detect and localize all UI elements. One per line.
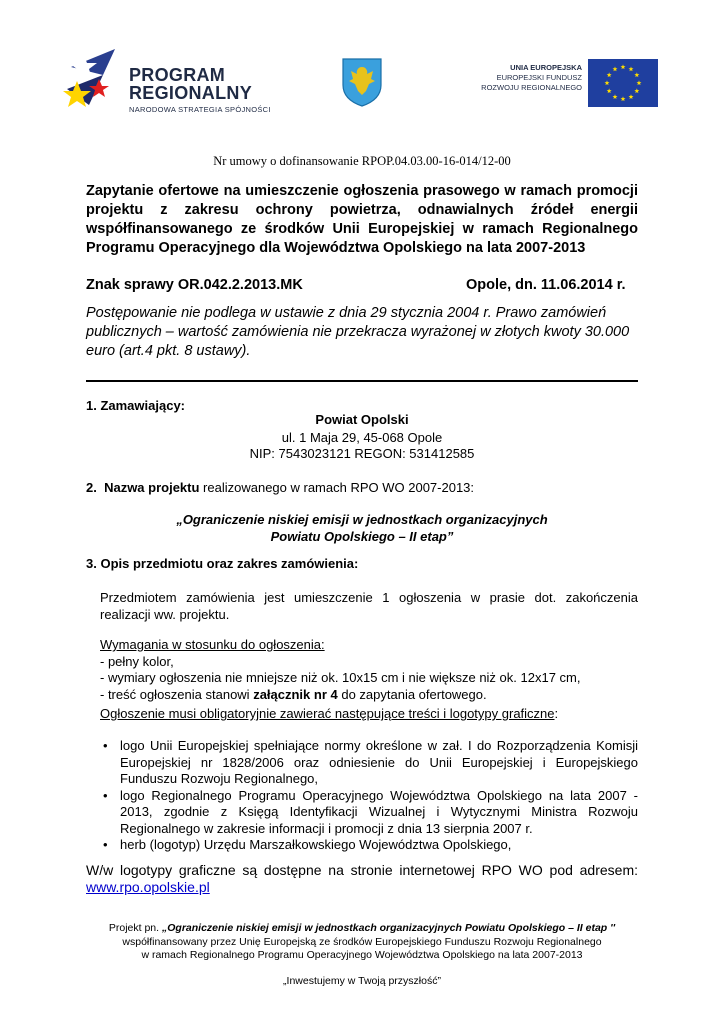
list-item: • logo Unii Europejskiej spełniające normy określone w zał. I do Rozporządzenia Komisji Europejskiej nr 1828/2006 oraz odniesienie do Unii Europejskiej i Europejskiego Funduszu Rozwoju Regionalnego,	[100, 738, 638, 788]
contract-number: Nr umowy o dofinansowanie RPOP.04.03.00-16-014/12-00	[213, 154, 511, 168]
list-item: • herb (logotyp) Urzędu Marszałkowskiego Województwa Opolskiego,	[100, 837, 638, 854]
requirements-block	[100, 637, 638, 703]
section2-heading	[86, 480, 474, 497]
eu-flag-icon	[588, 59, 658, 107]
requirement-text: do zapytania ofertowego.	[337, 686, 487, 702]
section2-label: Nazwa projektu	[104, 480, 200, 495]
project-name	[86, 512, 638, 545]
eu-logo-line3: ROZWOJU REGIONALNEGO	[481, 83, 582, 92]
website-text: W/w logotypy graficzne są dostępne na stronie internetowej RPO WO pod adresem:	[86, 862, 638, 878]
mandatory-content-heading	[100, 706, 638, 723]
section3-heading: 3. Opis przedmiotu oraz zakres zamówienia:	[86, 556, 359, 571]
project-name-line2: Powiatu Opolskiego – II etap”	[270, 528, 454, 544]
footer-cofinance-line: współfinansowany przez Unię Europejską ze środków Europejskiego Funduszu Rozwoju Regionalnego	[122, 936, 602, 948]
mandatory-logos-list	[100, 738, 638, 854]
list-item: • logo Regionalnego Programu Operacyjnego Województwa Opolskiego na lata 2007 - 2013, zgodnie z Księgą Identyfikacji Wizualnej i Wytycznymi Ministra Rozwoju Regionalnego w zakresie informacji i promocji z dnia 13 sierpnia 2007 r.	[100, 788, 638, 838]
section2-number: 2.	[86, 480, 97, 495]
section1-heading: 1. Zamawiający:	[86, 398, 185, 413]
program-logo-line3: NARODOWA STRATEGIA SPÓJNOŚCI	[129, 105, 271, 114]
program-logo-line1: PROGRAM	[129, 65, 226, 85]
contracting-party-address: ul. 1 Maja 29, 45-068 Opole	[281, 430, 443, 445]
footer-prefix: Projekt pn.	[108, 922, 162, 934]
order-description: Przedmiotem zamówienia jest umieszczenie 1 ogłoszenia w prasie dot. zakończenia realizacji ww. projektu.	[100, 590, 638, 622]
program-logo-line2: REGIONALNY	[129, 83, 253, 103]
footer-slogan: „Inwestujemy w Twoją przyszłość”	[283, 975, 441, 987]
attachment-reference: załącznik nr 4	[253, 686, 338, 702]
place-date: Opole, dn. 11.06.2014 r.	[466, 277, 626, 293]
section2-rest: realizowanego w ramach RPO WO 2007-2013:	[199, 480, 475, 495]
website-paragraph	[86, 862, 638, 896]
contracting-party-ids: NIP: 7543023121 REGON: 531412585	[249, 446, 475, 461]
mandatory-content-label: Ogłoszenie musi obligatoryjnie zawierać następujące treści i logotypy graficzne	[100, 706, 555, 721]
program-regionalny-logo	[63, 45, 303, 125]
program-regionalny-emblem-icon	[63, 45, 125, 125]
case-number: Znak sprawy OR.042.2.2013.MK	[86, 277, 303, 293]
mandatory-content-colon: :	[554, 706, 559, 721]
eu-logo-text	[432, 63, 582, 93]
requirement-text: - treść ogłoszenia stanowi	[100, 686, 254, 702]
website-link[interactable]: www.rpo.opolskie.pl	[86, 879, 210, 895]
horizontal-rule	[86, 380, 638, 382]
eu-logo-line2: EUROPEJSKI FUNDUSZ	[496, 73, 582, 82]
opolskie-crest-icon	[341, 57, 383, 107]
requirements-heading: Wymagania w stosunku do ogłoszenia:	[100, 637, 325, 652]
requirement-item: - pełny kolor,	[100, 653, 174, 669]
procedure-note: Postępowanie nie podlega w ustawie z dnia 29 stycznia 2004 r. Prawo zamówień publicznych – wartość zamówienia nie przekracza wyrażonej w złotych kwoty 30.000 euro (art.4 pkt. 8 ustawy).	[86, 305, 630, 359]
document-title: Zapytanie ofertowe na umieszczenie ogłoszenia prasowego w ramach promocji projektu z zakresu ochrony powietrza, odnawialnych źródeł energii współfinansowanego ze środków Unii Europejskiej w ramach Regionalnego Programu Operacyjnego dla Województwa Opolskiego na lata 2007-2013	[86, 183, 638, 256]
footer-project-name: „Ograniczenie niskiej emisji w jednostkach organizacyjnych Powiatu Opolskiego – II etap ''	[161, 922, 616, 934]
requirement-item	[100, 687, 638, 704]
contracting-party-name: Powiat Opolski	[315, 412, 409, 427]
requirement-item: - wymiary ogłoszenia nie mniejsze niż ok. 10x15 cm i nie większe niż ok. 12x17 cm,	[100, 670, 581, 685]
project-name-line1: „Ograniczenie niskiej emisji w jednostkach organizacyjnych	[176, 512, 548, 527]
eu-logo-line1: UNIA EUROPEJSKA	[510, 63, 582, 72]
footer-project-line	[0, 921, 724, 935]
footer-program-line: w ramach Regionalnego Programu Operacyjnego Województwa Opolskiego na lata 2007-2013	[141, 949, 583, 961]
